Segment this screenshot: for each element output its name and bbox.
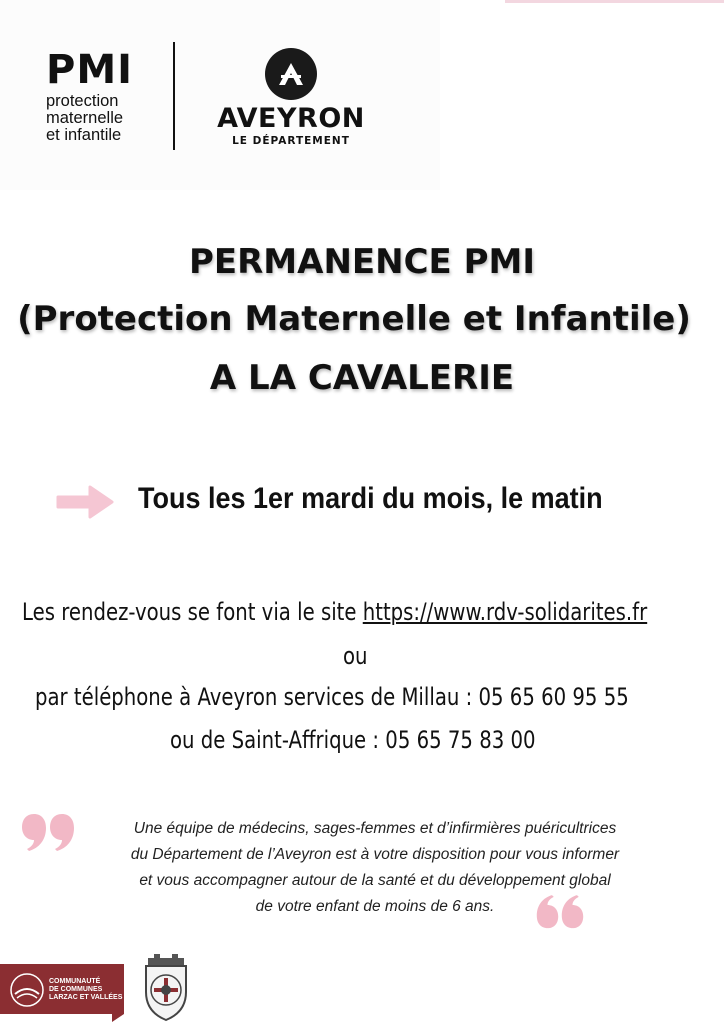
pmi-subtitle: [46, 93, 133, 144]
open-quote-icon: [20, 810, 76, 857]
logo-divider: [173, 42, 175, 150]
top-accent-bar: [505, 0, 724, 3]
rdv-solidarites-link[interactable]: https://www.rdv-solidarites.fr: [362, 598, 648, 626]
right-arrow-icon: [56, 484, 116, 525]
pmi-subtitle-line: et infantile: [46, 126, 122, 144]
title-line-1: PERMANENCE PMI: [188, 242, 536, 282]
quote-line: Une équipe de médecins, sages-femmes et d’infirmières puéricultrices: [133, 820, 617, 837]
schedule-text: Tous les 1er mardi du mois, le matin: [138, 482, 603, 515]
pmi-subtitle-line: protection: [46, 92, 119, 110]
aveyron-emblem-icon: [265, 48, 317, 100]
aveyron-tagline: LE DÉPARTEMENT: [232, 135, 350, 147]
close-quote-icon: [535, 894, 585, 937]
info-line-website: [22, 598, 647, 626]
info-website-prefix: Les rendez-vous se font via le site: [22, 598, 363, 626]
cc-logo-line: LARZAC ET VALLÉES: [49, 994, 123, 1001]
title-line-2: (Protection Maternelle et Infantile): [17, 299, 691, 339]
cavalerie-crest-icon: [140, 952, 192, 1027]
cc-logo-line: DE COMMUNES: [49, 986, 103, 993]
quote-line: et vous accompagner autour de la santé et du développement global: [139, 872, 611, 889]
pmi-logo: [46, 47, 134, 144]
communaute-communes-logo: [0, 964, 124, 1022]
info-line-phone-millau: par téléphone à Aveyron services de Millau : 05 65 60 95 55: [35, 683, 629, 711]
cc-logo-line: COMMUNAUTÉ: [49, 978, 101, 985]
title-line-3: A LA CAVALERIE: [209, 358, 515, 398]
quote-line: du Département de l’Aveyron est à votre disposition pour vous informer: [130, 846, 620, 863]
info-line-or: ou: [343, 642, 368, 670]
aveyron-logo: [205, 48, 377, 147]
info-line-phone-saint-affrique: ou de Saint-Affrique : 05 65 75 83 00: [170, 726, 536, 754]
pmi-subtitle-line: maternelle: [46, 109, 124, 127]
pmi-acronym: PMI: [46, 47, 134, 93]
quote-line: de votre enfant de moins de 6 ans.: [255, 898, 495, 915]
aveyron-name: AVEYRON: [217, 103, 365, 134]
cc-logo-text: [49, 978, 122, 1002]
